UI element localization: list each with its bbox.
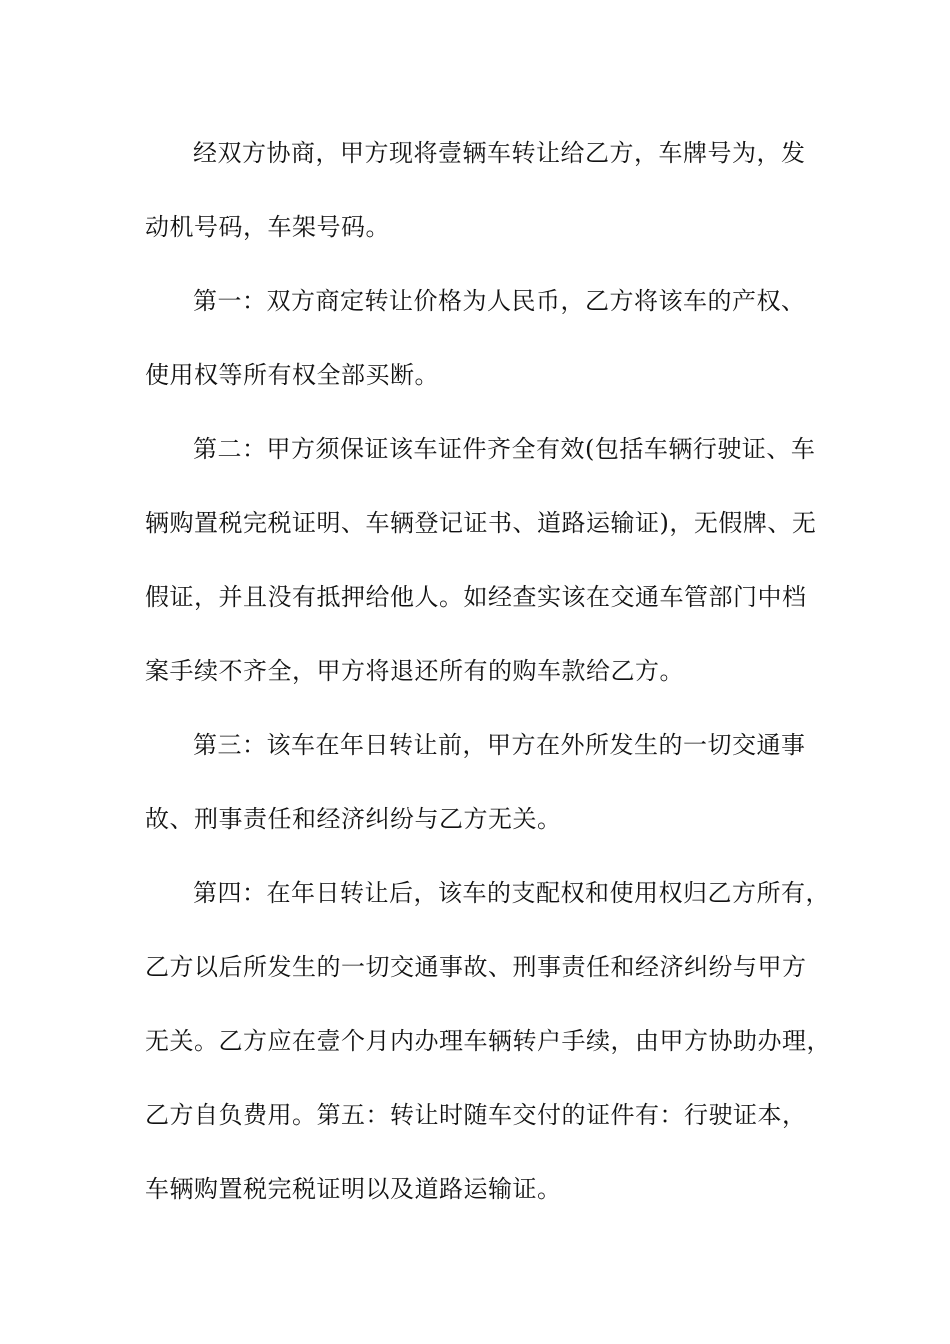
clause-5-line-1: 车辆购置税完税证明以及道路运输证。 (145, 1175, 562, 1203)
clause-4-line-4: 乙方自负费用。第五：转让时随车交付的证件有：行驶证本， (145, 1101, 807, 1129)
clause-1-line-2: 使用权等所有权全部买断。 (145, 361, 439, 389)
clause-3-line-1: 第三：该车在年日转让前，甲方在外所发生的一切交通事 (193, 731, 806, 759)
paragraph-1-line-1: 经双方协商，甲方现将壹辆车转让给乙方，车牌号为，发 (193, 139, 806, 167)
clause-1-line-1: 第一：双方商定转让价格为人民币，乙方将该车的产权、 (193, 287, 806, 315)
clause-2-line-1: 第二：甲方须保证该车证件齐全有效(包括车辆行驶证、车 (193, 435, 816, 463)
clause-4-line-2: 乙方以后所发生的一切交通事故、刑事责任和经济纠纷与甲方 (145, 953, 807, 981)
clause-4-line-1: 第四：在年日转让后，该车的支配权和使用权归乙方所有， (193, 879, 830, 907)
paragraph-1-line-2: 动机号码，车架号码。 (145, 213, 390, 241)
clause-2-line-4: 案手续不齐全，甲方将退还所有的购车款给乙方。 (145, 657, 684, 685)
clause-2-line-2: 辆购置税完税证明、车辆登记证书、道路运输证)，无假牌、无 (145, 509, 817, 537)
clause-2-line-3: 假证，并且没有抵押给他人。如经查实该在交通车管部门中档 (145, 583, 807, 611)
clause-3-line-2: 故、刑事责任和经济纠纷与乙方无关。 (145, 805, 562, 833)
clause-4-line-3: 无关。乙方应在壹个月内办理车辆转户手续，由甲方协助办理， (145, 1027, 831, 1055)
